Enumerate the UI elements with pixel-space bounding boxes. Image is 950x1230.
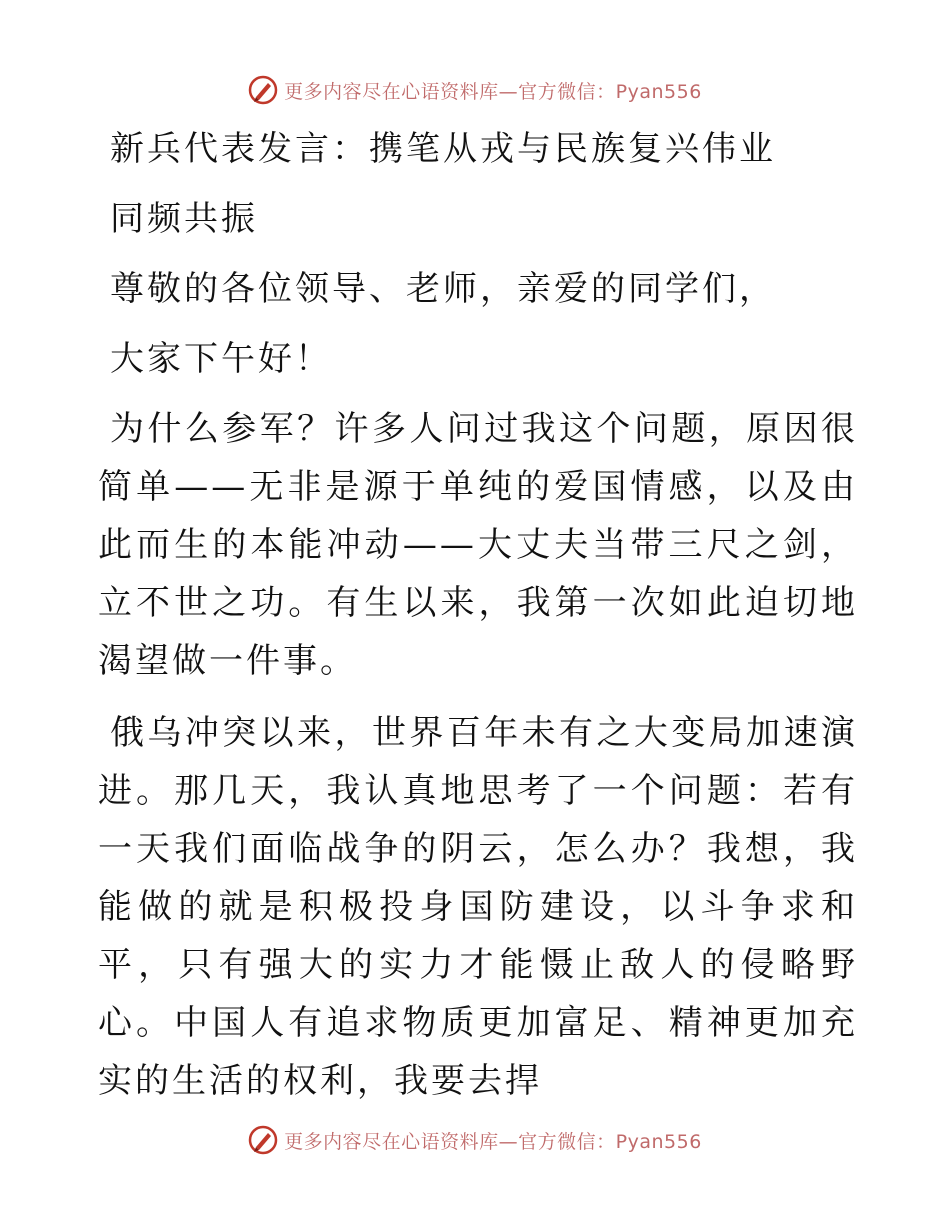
watermark-text: 更多内容尽在心语资料库—官方微信：Pyan556 <box>284 1130 702 1153</box>
footer-watermark <box>0 1120 950 1160</box>
pen-logo-icon <box>248 1125 278 1155</box>
greeting: 大家下午好！ <box>110 339 332 379</box>
title-line-2: 同频共振 <box>110 199 258 239</box>
pen-logo-icon <box>248 75 278 105</box>
document-body <box>98 120 858 1122</box>
paragraph-1: 为什么参军？许多人问过我这个问题，原因很简单——无非是源于单纯的爱国情感，以及由此而生的本能冲动——大丈夫当带三尺之剑，立不世之功。有生以来，我第一次如此迫切地渴望做一件事。 <box>98 409 858 681</box>
header-watermark <box>0 70 950 110</box>
title-line-1: 新兵代表发言：携笔从戎与民族复兴伟业 <box>110 129 776 169</box>
salutation: 尊敬的各位领导、老师，亲爱的同学们， <box>110 269 776 309</box>
watermark-text: 更多内容尽在心语资料库—官方微信：Pyan556 <box>284 80 702 103</box>
paragraph-2: 俄乌冲突以来，世界百年未有之大变局加速演进。那几天，我认真地思考了一个问题：若有一天我们面临战争的阴云，怎么办？我想，我能做的就是积极投身国防建设，以斗争求和平，只有强大的实力才能慑止敌人的侵略野心。中国人有追求物质更加富足、精神更加充实的生活的权利，我要去捍 <box>98 713 858 1101</box>
